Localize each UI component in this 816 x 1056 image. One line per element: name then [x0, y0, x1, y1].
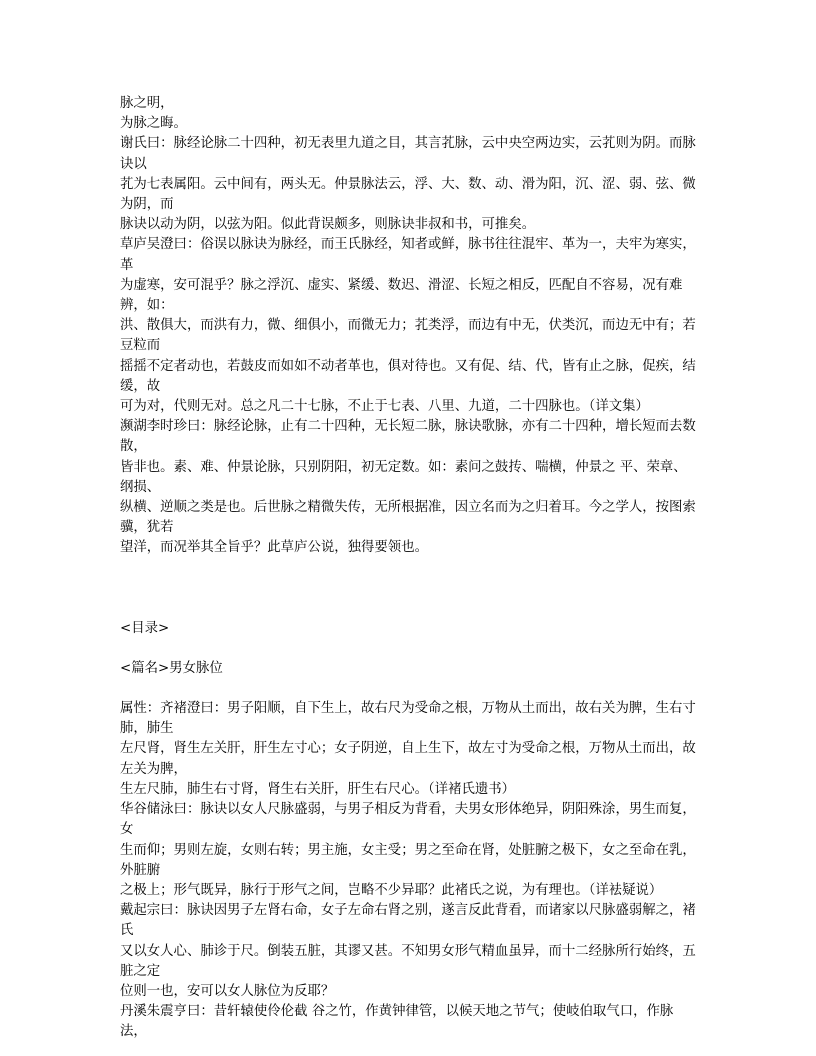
section-spacer	[120, 559, 700, 619]
text-line: 为脉之晦。	[120, 116, 187, 132]
text-line: 位则一也，安可以女人脉位为反耶？	[120, 983, 335, 999]
text-line: 左尺肾，肾生左关肝，肝生左寸心；女子阴逆，自上生下，故左寸为受命之根，万物从土而出，故左关为脾，	[120, 741, 696, 777]
text-line: 摇摇不定者动也，若鼓皮而如如不动者革也，俱对待也。又有促、结、代，皆有止之脉，促疾，结缓，故	[120, 358, 696, 394]
text-line: 又以女人心、肺诊于尺。倒装五脏，其谬又甚。不知男女形气精血虽异，而十二经脉所行始终，五脏之定	[120, 943, 696, 979]
toc-heading: <目录>	[120, 620, 170, 636]
text-line: 芤为七表属阳。云中间有，两头无。仲景脉法云，浮、大、数、动、滑为阳，沉、涩、弱、弦、微为阴，而	[120, 176, 696, 213]
text-line: 望洋，而况举其全旨乎？此草庐公说，独得要领也。	[120, 540, 428, 556]
text-line: 戴起宗曰：脉诀因男子左肾右命，女子左命右肾之别，遂言反此背看，而诸家以尺脉盛弱解之，褚氏	[120, 903, 696, 939]
text-line: 纵横、逆顺之类是也。后世脉之精微失传，无所根据准，因立名而为之归着耳。今之学人，按图索骥，犹若	[120, 500, 696, 536]
text-line: 之极上；形气既异，脉行于形气之间，岂略不少异耶？此褚氏之说，为有理也。（详袪疑说）	[120, 882, 663, 898]
text-line: 华谷储泳曰：脉诀以女人尺脉盛弱，与男子相反为背看，夫男女形体绝异，阴阳殊涂，男生而复，女	[120, 802, 696, 838]
heading-spacer	[120, 639, 700, 659]
text-line: 草庐吴澄曰：俗误以脉诀为脉经，而王氏脉经，知者或鲜，脉书往往混牢、革为一，夫牢为寒实，革	[120, 237, 696, 273]
text-line: 生而仰；男则左旋，女则右转；男主施，女主受；男之至命在肾，处脏腑之极下，女之至命在乳，外脏腑	[120, 842, 696, 878]
text-line: 脉诀以动为阴，以弦为阳。似此背误颇多，则脉诀非叔和书，可推矣。	[120, 217, 536, 233]
text-line: 属性：齐褚澄曰：男子阳顺，自下生上，故右尺为受命之根，万物从土而出，故右关为脾，生右寸肺，肺生	[120, 701, 696, 737]
text-line: 洪、散俱大，而洪有力，微、细俱小，而微无力；芤类浮，而边有中无，伏类沉，而边无中有；若豆粒而	[120, 318, 696, 354]
text-line: 丹溪朱震亨曰：昔轩辕使伶伦截 谷之竹，作黄钟律管，以候天地之节气；使岐伯取气口，作脉法，	[120, 1004, 674, 1040]
heading-spacer	[120, 679, 700, 699]
text-line: 皆非也。素、难、仲景论脉，只别阴阳，初无定数。如：素问之鼓抟、喘横，仲景之 平、荣章、纲损、	[120, 459, 687, 495]
text-line: 脉之明，	[120, 96, 174, 111]
chapter-title: <篇名>男女脉位	[120, 660, 223, 676]
text-line: 濒湖李时珍曰：脉经论脉，止有二十四种，无长短二脉，脉诀歌脉，亦有二十四种，增长短而去数散，	[120, 419, 696, 455]
section-male-female-pulse	[120, 699, 700, 1042]
text-line: 可为对，代则无对。总之凡二十七脉，不止于七表、八里、九道，二十四脉也。（详文集）	[120, 399, 649, 415]
text-line: 生左尺肺，肺生右寸肾，肾生右关肝，肝生右尺心。（详褚氏遗书）	[120, 781, 516, 797]
document-page	[120, 94, 700, 1043]
section-pulse-theories	[120, 94, 700, 559]
text-line: 谢氏曰：脉经论脉二十四种，初无表里九道之目，其言芤脉，云中央空两边实，云芤则为阴。而脉诀以	[120, 136, 696, 172]
text-line: 为虚寒，安可混乎？脉之浮沉、虚实、紧缓、数迟、滑涩、长短之相反，匹配自不容易，况有难辨，如：	[120, 277, 683, 314]
